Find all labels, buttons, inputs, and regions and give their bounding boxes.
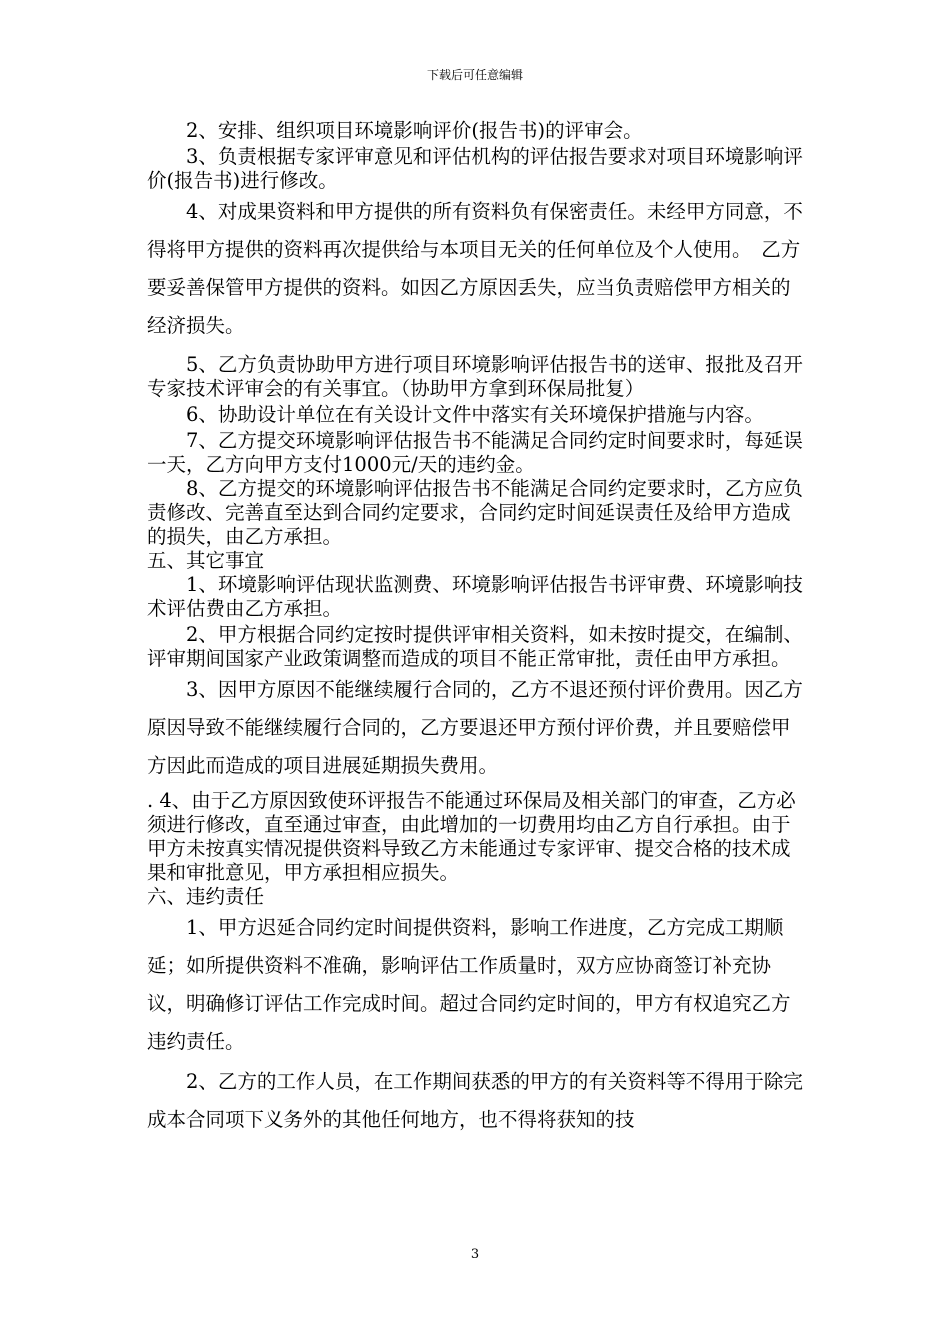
other-clause-2: 2、甲方根据合同约定按时提供评审相关资料，如未按时提交，在编制、评审期间国家产业政策调整而造成的项目不能正常审批，责任由甲方承担。 xyxy=(147,623,803,670)
document-body xyxy=(147,119,807,1139)
other-clause-3: 3、因甲方原因不能继续履行合同的，乙方不退还预付评价费用。因乙方原因导致不能继续履行合同的，乙方要退还甲方预付评价费，并且要赔偿甲方因此而造成的项目进展延期损失费用。 xyxy=(147,678,803,777)
section-heading-6: 六、违约责任 xyxy=(147,885,265,908)
clause-8: 8、乙方提交的环境影响评估报告书不能满足合同约定要求时，乙方应负责修改、完善直至达到合同约定要求，合同约定时间延误责任及给甲方造成的损失，由乙方承担。 xyxy=(147,477,803,548)
other-clause-1: 1、环境影响评估现状监测费、环境影响评估报告书评审费、环境影响技术评估费由乙方承担。 xyxy=(147,573,803,620)
clause-3: 3、负责根据专家评审意见和评估机构的评估报告要求对项目环境影响评价(报告书)进行修改。 xyxy=(147,145,803,192)
page-header: 下载后可任意编辑 xyxy=(426,68,523,82)
clause-6: 6、协助设计单位在有关设计文件中落实有关环境保护措施与内容。 xyxy=(186,403,764,426)
clause-7: 7、乙方提交环境影响评估报告书不能满足合同约定时间要求时，每延误一天，乙方向甲方支付1000元/天的违约金。 xyxy=(147,429,803,476)
section-heading-5: 五、其它事宜 xyxy=(147,549,265,572)
other-clause-4: . 4、由于乙方原因致使环评报告不能通过环保局及相关部门的审查，乙方必须进行修改，直至通过审查，由此增加的一切费用均由乙方自行承担。由于甲方未按真实情况提供资料导致乙方未能通过专家评审、提交合格的技术成果和审批意见，甲方承担相应损失。 xyxy=(147,789,796,884)
clause-4: 4、对成果资料和甲方提供的所有资料负有保密责任。未经甲方同意，不得将甲方提供的资料再次提供给与本项目无关的任何单位及个人使用。 乙方要妥善保管甲方提供的资料。如因乙方原因丢失，应当负责赔偿甲方相关的经济损失。 xyxy=(147,200,803,337)
breach-clause-2: 2、乙方的工作人员，在工作期间获悉的甲方的有关资料等不得用于除完成本合同项下义务外的其他任何地方，也不得将获知的技 xyxy=(147,1070,803,1131)
clause-5: 5、乙方负责协助甲方进行项目环境影响评估报告书的送审、报批及召开专家技术评审会的有关事宜。（协助甲方拿到环保局批复） xyxy=(147,353,803,400)
clause-2: 2、安排、组织项目环境影响评价(报告书)的评审会。 xyxy=(186,119,643,142)
page-number: 3 xyxy=(470,1247,480,1262)
breach-clause-1: 1、甲方迟延合同约定时间提供资料，影响工作进度，乙方完成工期顺延；如所提供资料不准确，影响评估工作质量时，双方应协商签订补充协议，明确修订评估工作完成时间。超过合同约定时间的，甲方有权追究乙方违约责任。 xyxy=(147,916,791,1053)
